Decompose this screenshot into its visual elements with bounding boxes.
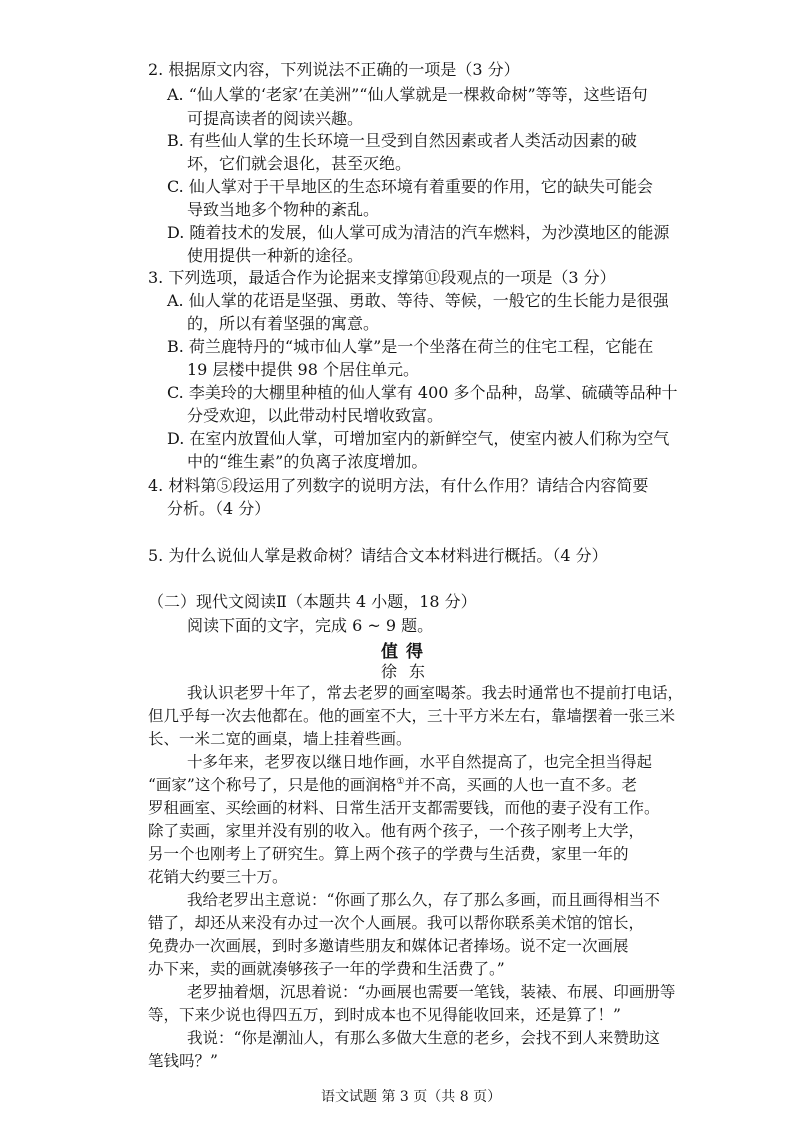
- section-heading: （二）现代文阅读Ⅱ（本题共 4 小题，18 分）: [148, 592, 477, 611]
- q2-stem: 2. 根据原文内容，下列说法不正确的一项是（3 分）: [148, 60, 520, 79]
- q3-stem: 3. 下列选项，最适合作为论据来支撑第⑪段观点的一项是（3 分）: [148, 268, 616, 287]
- q2-option-a-line2: 可提高读者的阅读兴趣。: [187, 109, 364, 128]
- story-p3-line4: 办下来，卖的画就凑够孩子一年的学费和生活费了。”: [148, 960, 505, 978]
- q3-option-b-line1: B. 荷兰鹿特丹的“城市仙人掌”是一个坐落在荷兰的住宅工程，它能在: [167, 337, 654, 356]
- q3-option-c-line2: 分受欢迎，以此带动村民增收致富。: [187, 406, 444, 425]
- story-p2-line2-a: “画家”这个称号了，只是他的画润格: [148, 776, 397, 794]
- q2-option-c-line2: 导致当地多个物种的紊乱。: [187, 200, 380, 219]
- story-p2-line2-b: 并不高，买画的人也一直不多。老: [404, 776, 637, 794]
- q3-option-a-line2: 的，所以有着坚强的寓意。: [187, 314, 380, 333]
- q3-option-c-line1: C. 李美玲的大棚里种植的仙人掌有 400 多个品种，岛掌、硫磺等品种十: [167, 383, 678, 402]
- story-p1-line1: 我认识老罗十年了，常去老罗的画室喝茶。我去时通常也不提前打电话，: [187, 684, 684, 702]
- footnote-marker: ①: [396, 776, 405, 787]
- story-p3-line1: 我给老罗出主意说：“你画了那么久，存了那么多画，而且画得相当不: [187, 891, 660, 909]
- story-p3-line2: 错了，却还从来没有办过一次个人画展。我可以帮你联系美术馆的馆长，: [148, 914, 645, 932]
- q2-option-d-line2: 使用提供一种新的途径。: [187, 246, 364, 265]
- story-p1-line2: 但几乎每一次去他都在。他的画室不大，三十平方米左右，靠墙摆着一张三米: [148, 707, 676, 725]
- story-p2-line2: [148, 775, 637, 795]
- q2-option-b-line1: B. 有些仙人掌的生长环境一旦受到自然因素或者人类活动因素的破: [167, 131, 637, 150]
- story-p1-line3: 长、一米二宽的画桌，墙上挂着些画。: [148, 730, 412, 748]
- q3-option-a-line1: A. 仙人掌的花语是坚强、勇敢、等待、等候，一般它的生长能力是很强: [167, 291, 669, 310]
- q2-option-d-line1: D. 随着技术的发展，仙人掌可成为清洁的汽车燃料，为沙漠地区的能源: [167, 223, 670, 242]
- section-instruction: 阅读下面的文字，完成 6 ~ 9 题。: [187, 616, 434, 635]
- q2-option-a-line1: A. “仙人掌的‘老家’在美洲”“仙人掌就是一棵救命树”等等，这些语句: [167, 85, 648, 104]
- q2-option-c-line1: C. 仙人掌对于干旱地区的生态环境有着重要的作用，它的缺失可能会: [167, 177, 653, 196]
- q5: 5. 为什么说仙人掌是救命树？请结合文本材料进行概括。（4 分）: [148, 546, 608, 565]
- story-p5-line2: 笔钱吗？”: [148, 1052, 218, 1070]
- q4-line2: 分析。（4 分）: [167, 499, 271, 518]
- story-p2-line5: 另一个也刚考上了研究生。算上两个孩子的学费与生活费，家里一年的: [148, 845, 629, 863]
- q2-option-b-line2: 坏，它们就会退化，甚至灭绝。: [187, 154, 412, 173]
- story-p2-line1: 十多年来，老罗夜以继日地作画，水平自然提高了，也完全担当得起: [187, 753, 653, 771]
- story-p4-line2: 等，下来少说也得四五万，到时成本也不见得能收回来，还是算了！”: [148, 1006, 621, 1024]
- story-p2-line3: 罗租画室、买绘画的材料、日常生活开支都需要钱，而他的妻子没有工作。: [148, 799, 660, 817]
- story-p2-line6: 花销大约要三十万。: [148, 868, 288, 886]
- story-p3-line3: 免费办一次画展，到时多邀请些朋友和媒体记者捧场。说不定一次画展: [148, 937, 629, 955]
- q3-option-d-line2: 中的“维生素”的负离子浓度增加。: [187, 452, 428, 471]
- story-title: 值得: [381, 642, 431, 662]
- page-footer: 语文试题 第 3 页（共 8 页）: [321, 1089, 502, 1105]
- q3-option-b-line2: 19 层楼中提供 98 个居住单元。: [187, 360, 419, 379]
- story-p5-line1: 我说：“你是潮汕人，有那么多做大生意的老乡，会找不到人来赞助这: [187, 1029, 660, 1047]
- story-author: 徐东: [381, 662, 438, 681]
- story-p4-line1: 老罗抽着烟，沉思着说：“办画展也需要一笔钱，装裱、布展、印画册等: [187, 983, 676, 1001]
- story-p2-line4: 除了卖画，家里并没有别的收入。他有两个孩子，一个孩子刚考上大学，: [148, 822, 645, 840]
- q3-option-d-line1: D. 在室内放置仙人掌，可增加室内的新鲜空气，使室内被人们称为空气: [167, 429, 670, 448]
- q4-line1: 4. 材料第⑤段运用了列数字的说明方法，有什么作用？请结合内容简要: [148, 476, 649, 495]
